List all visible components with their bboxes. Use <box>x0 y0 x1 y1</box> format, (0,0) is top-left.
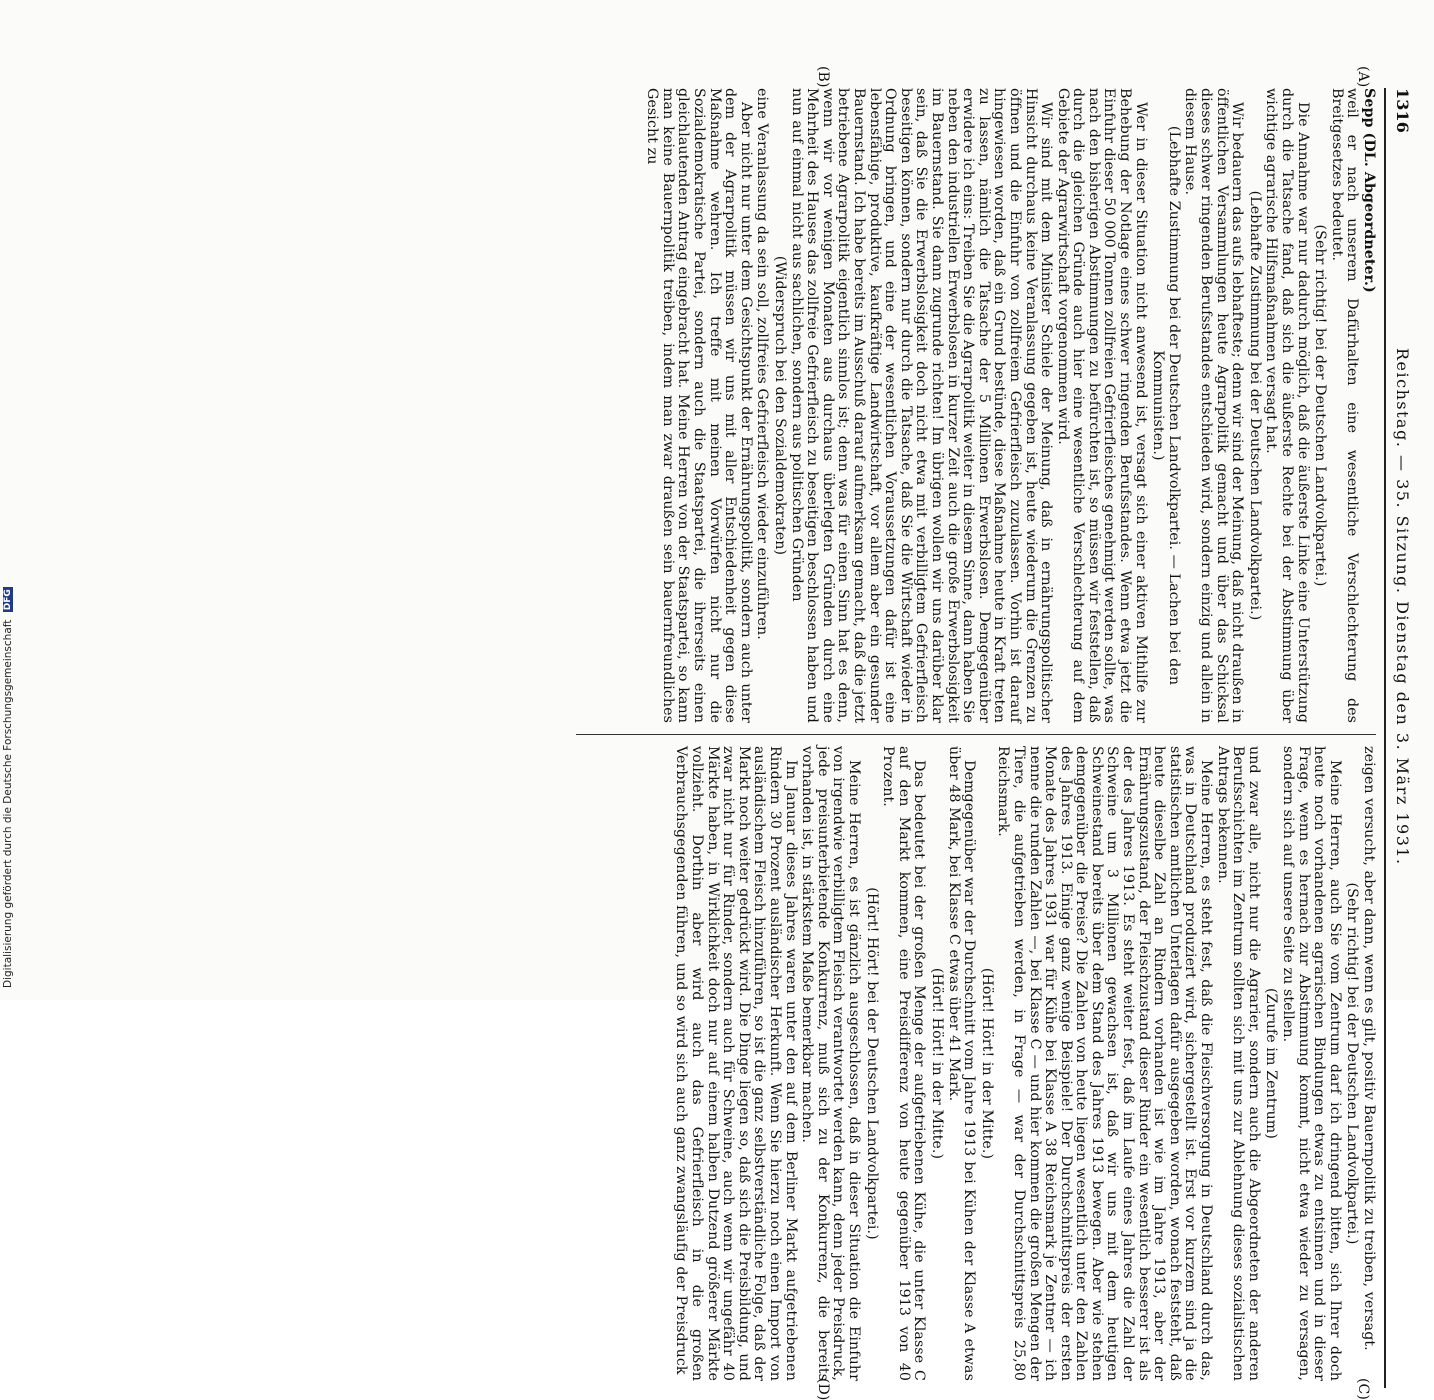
paragraph: Das bedeutet bei der großen Menge der aufgetriebenen Kühe, die unter Klasse C auf den Markt kommen, eine Preisdifferenz von heute gegenüber 1913 von 40 Prozent. <box>880 746 928 1381</box>
paragraph: Meine Herren, auch Sie vom Zentrum darf ich dringend bitten, sich Ihrer doch heute noch vorhandenen agrarischen Bindungen etwas zu entsinnen und in dieser Frage, wenn es hernach zur Abstimmung kommt, nicht etwa wieder zu versagen, sondern sich auf unsere Seite zu stellen. <box>1280 746 1343 1381</box>
column-divider <box>576 734 1376 735</box>
footer-credit: Digitalisierung gefördert durch die Deutsche Forschungsgemeinschaft <box>2 619 14 988</box>
paragraph: Meine Herren, es ist gänzlich ausgeschlossen, daß in dieser Situation die Einfuhr von irgendwie verbilligtem Fleisch verantwortet werden kann, denn jeder Preisdruck, jede preisunterbietende Konkurrenz, muß sich zu der Konkurrenz, die bereits vorhanden ist, in stärkstem Maße bemerkbar machen. <box>799 746 862 1381</box>
paragraph: Im Januar dieses Jahres waren unter den auf dem Berliner Markt aufgetriebenen Rindern 30 Prozent ausländischer Herkunft. Wenn Sie hierzu noch einen Import von ausländischem Fleisch hinzuführen, so ist die ganz selbstverständliche Folge, daß der Markt noch weiter gedrückt wird. Die Dinge liegen so, daß sich die Preisbildung, und zwar nicht nur für Rinder, sondern auch für Schweine, auch wenn wir ungefähr 40 Märkte haben, in Wirklichkeit doch nur auf einem halben Dutzend größerer Märkte vollzieht. Dorthin aber wird auch das Gefrierfleisch in die großen Verbrauchsgegenden führen, und so wird sich auch ganz zwangsläufig der Preisdruck <box>673 746 799 1381</box>
paragraph: Wir bedauern das aufs lebhafteste; denn wir sind der Meinung, daß nicht draußen in öffentlichen Versammlungen heute Agrarpolitik gemacht und über das Schicksal dieses schwer ringenden Berufsstandes entschieden wird, sondern einzig und allein in diesem Hause. <box>1182 88 1246 723</box>
stage-direction: (Zurufe im Zentrum) <box>1263 987 1280 1139</box>
paragraph: weil er nach unserem Dafürhalten eine wesentliche Verschlechterung des Breitgesetzes bedeutet. <box>1328 88 1361 723</box>
dfg-logo: DFG <box>3 589 13 611</box>
stage-direction: (Hört! Hört! bei der Deutschen Landvolkpartei.) <box>863 887 880 1240</box>
stage-direction: (Hört! Hört! in der Mitte.) <box>978 967 995 1160</box>
paragraph: zeigen versucht, aber dann, wenn es gilt, positiv Bauernpolitik zu treiben, versagt. <box>1361 746 1377 1351</box>
margin-mark-b: (B) <box>815 66 831 88</box>
paragraph: Wer in dieser Situation nicht anwesend ist, versagt sich einer aktiven Mithilfe zur Behebung der Notlage eines schwer ringenden Berufsstandes. Wenn etwa jetzt die Einfuhr dieser 50 000 Tonnen zollfreien Gefrierfleisches genehmigt werden sollte, was nach den bisherigen Abstimmungen zu befürchten ist, so müssen wir feststellen, daß durch die gleichen Gründe auch hier eine wesentliche Verschlechterung auf dem Gebiete der Agrarwirtschaft vorgenommen wird. <box>1054 88 1149 723</box>
paragraph: Aber nicht nur unter dem Gesichtspunkt der Ernährungspolitik, sondern auch unter dem der Agrarpolitik müssen wir uns mit aller Entschiedenheit gegen diese Maßnahme wehren. Ich treffe mit meinen Vorwürfen nicht nur die Sozialdemokratische Partei, sondern auch die Staatspartei, die ihrerseits einen gleichlautenden Antrag eingebracht hat. Meine Herren von der Staatspartei, so kann man keine Bauernpolitik treiben, indem man zwar draußen sein bauernfreundliches Gesicht zu <box>644 88 754 723</box>
header-rule <box>1384 88 1386 1388</box>
digitization-footer <box>2 0 18 1000</box>
stage-direction: (Sehr richtig! bei der Deutschen Landvolkpartei.) <box>1344 882 1361 1245</box>
paragraph: Demgegenüber war der Durchschnitt vom Jahre 1913 bei Kühen der Klasse A etwas über 48 Mark, bei Klasse C etwas über 41 Mark. <box>945 746 978 1381</box>
margin-mark-c: (C) <box>1355 1378 1371 1400</box>
stage-direction: (Lebhafte Zustimmung bei der Deutschen Landvolkpartei.) <box>1246 190 1263 621</box>
paragraph: eine Veranlassung da sein soll, zollfreies Gefrierfleisch wieder einzuführen. <box>754 88 771 640</box>
stage-direction: (Widerspruch bei den Sozialdemokraten) <box>772 255 789 556</box>
speaker-line: Sepp (DL. Abgeordneter.) <box>1361 88 1377 293</box>
stage-direction: (Sehr richtig! bei der Deutschen Landvolkpartei.) <box>1312 224 1329 587</box>
page-number: 1316 <box>1393 88 1412 133</box>
paragraph: und zwar alle, nicht nur die Agrarier, sondern auch die Abgeordneten der anderen Berufsschichten im Zentrum sollten sich mit uns zur Ablehnung dieses sozialistischen Antrags bekennen. <box>1214 746 1262 1381</box>
page-header <box>1376 88 1410 1388</box>
margin-mark-d: (D) <box>815 1378 831 1400</box>
stage-direction: (Lebhafte Zustimmung bei der Deutschen Landvolkpartei. — Lachen bei den Kommunisten.) <box>1150 125 1182 686</box>
paragraph: Die Annahme war nur dadurch möglich, daß die äußerste Linke eine Unterstützung durch die Tatsache fand, daß sich die äußerste Rechte bei der Abstimmung über wichtige agrarische Hilfsmaßnahmen versagt hat. <box>1263 88 1311 723</box>
paragraph: Meine Herren, es steht fest, daß die Fleischversorgung in Deutschland durch das, was in Deutschland produziert wird, sichergestellt ist. Erst vor kurzem sind ja die statistischen amtlichen Unterlagen dafür ausgegeben worden, wonach feststeht, daß heute dieselbe Zahl an Rindern vorhanden ist wie im Jahre 1913, aber der Ernährungszustand, der Fleischzustand dieser Rinder ein wesentlich besserer ist als der des Jahres 1913. Es steht weiter fest, daß im Laufe eines Jahres die Zahl der Schweine um 3 Millionen gewachsen ist, daß wir uns mit dem heutigen Schweinestand bereits über dem Stand des Jahres 1913 bewegen. Aber wie stehen demgegenüber die Preise? Die Zahlen von heute liegen wesentlich unter den Zahlen des Jahres 1913. Einige ganz wenige Beispiele! Der Durchschnittspreis der ersten Monate des Jahres 1931 war für Kühe bei Klasse A 38 Reichsmark je Zentner — ich nenne die runden Zahlen —, bei Klasse C — und hier kommen die großen Mengen der Tiere, die aufgetrieben werden, in Frage — war der Durchschnittspreis 25,80 Reichsmark. <box>995 746 1215 1381</box>
paragraph: Wir sind mit dem Minister Schiele der Meinung, daß in ernährungspolitischer Hinsicht durchaus keine Veranlassung gegeben ist, heute wiederum die Grenzen zu öffnen und die Einfuhr von zollfreiem Gefrierfleisch zuzulassen. Vorhin ist darauf hingewiesen worden, daß ein Grund bestünde, diese Maßnahme heute in Kraft treten zu lassen, nämlich die Tatsache der 5 Millionen Erwerbslosen. Demgegenüber erwidere ich eins: Treiben Sie die Agrarpolitik weiter in diesem Sinne, dann haben Sie neben den industriellen Erwerbslosen in kurzer Zeit auch die große Erwerbslosigkeit im Bauernstand. Sie dann zugrunde richten! Im übrigen wollen wir uns darüber klar sein, daß Sie die Erwerbslosigkeit doch nicht etwa mit verbilligtem Gefrierfleisch beseitigen können, sondern nur durch die Tatsache, daß Sie die Wirtschaft wieder in Ordnung bringen, und eine der wesentlichen Voraussetzungen dafür ist eine lebensfähige, produktive, kaufkräftige Landwirtschaft, vor allem aber ein gesunder Bauernstand. Ich habe bereits im Ausschuß darauf aufmerksam gemacht, daß die jetzt betriebene Agrarpolitik eigentlich sinnlos ist; denn was für einen Sinn hat es denn, wenn wir vor wenigen Monaten aus durchaus überlegten Gründen durch eine Mehrheit des Hauses das zollfreie Gefrierfleisch zu beseitigen beschlossen haben und nun auf einmal nicht aus sachlichen, sondern aus politischen Gründen <box>788 88 1055 723</box>
left-column <box>643 88 1376 723</box>
margin-mark-a: (A) <box>1355 66 1371 88</box>
running-head: Reichstag. — 35. Sitzung. Dienstag den 3. März 1931. <box>1393 348 1412 866</box>
rotated-document-page <box>110 66 1412 1400</box>
stage-direction: (Hört! Hört! in der Mitte.) <box>928 967 945 1160</box>
right-column <box>672 746 1376 1381</box>
